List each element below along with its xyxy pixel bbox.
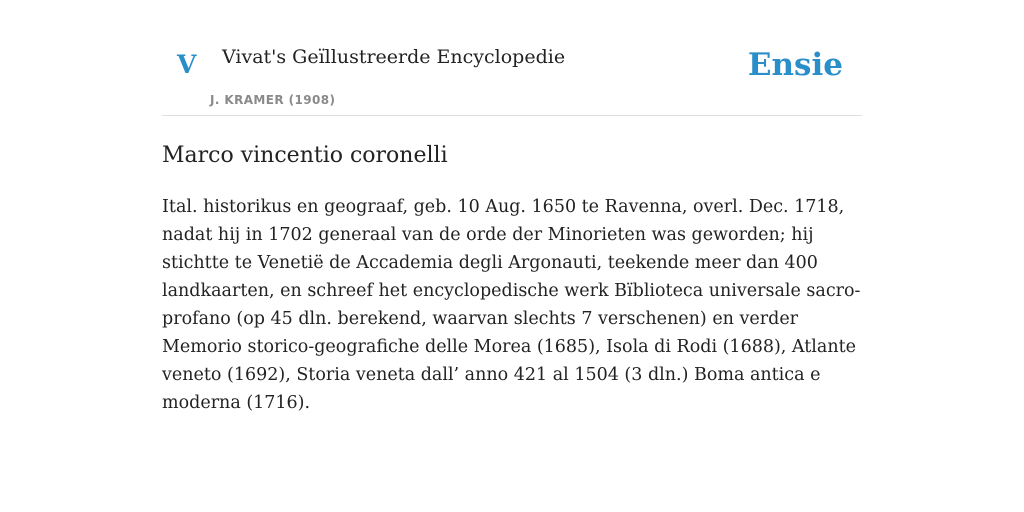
publication-author: J. KRAMER (1908) xyxy=(210,93,336,107)
publication-logo[interactable]: V xyxy=(177,50,197,79)
publication-header xyxy=(162,0,862,116)
publication-title[interactable]: Vivat's Geïllustreerde Encyclopedie xyxy=(222,46,566,68)
page-container xyxy=(162,0,862,417)
entry-body: Ital. historikus en geograaf, geb. 10 Aug. 1650 te Ravenna, overl. Dec. 1718, nadat hij in 1702 generaal van de orde der Minorieten was geworden; hij stichtte te Venetië de Accademia degli Argonauti, teekende meer dan 400 landkaarten, en schreef het encyclopedische werk Bïblioteca universale sacro-profano (op 45 dln. berekend, waarvan slechts 7 verschenen) en verder Memorio storico-geografiche delle Morea (1685), Isola di Rodi (1688), Atlante veneto (1692), Storia veneta dall’ anno 421 al 1504 (3 dln.) Boma antica e moderna (1716). xyxy=(162,197,861,414)
entry-title: Marco vincentio coronelli xyxy=(162,143,448,168)
ensie-logo[interactable]: Ensie xyxy=(747,47,843,83)
